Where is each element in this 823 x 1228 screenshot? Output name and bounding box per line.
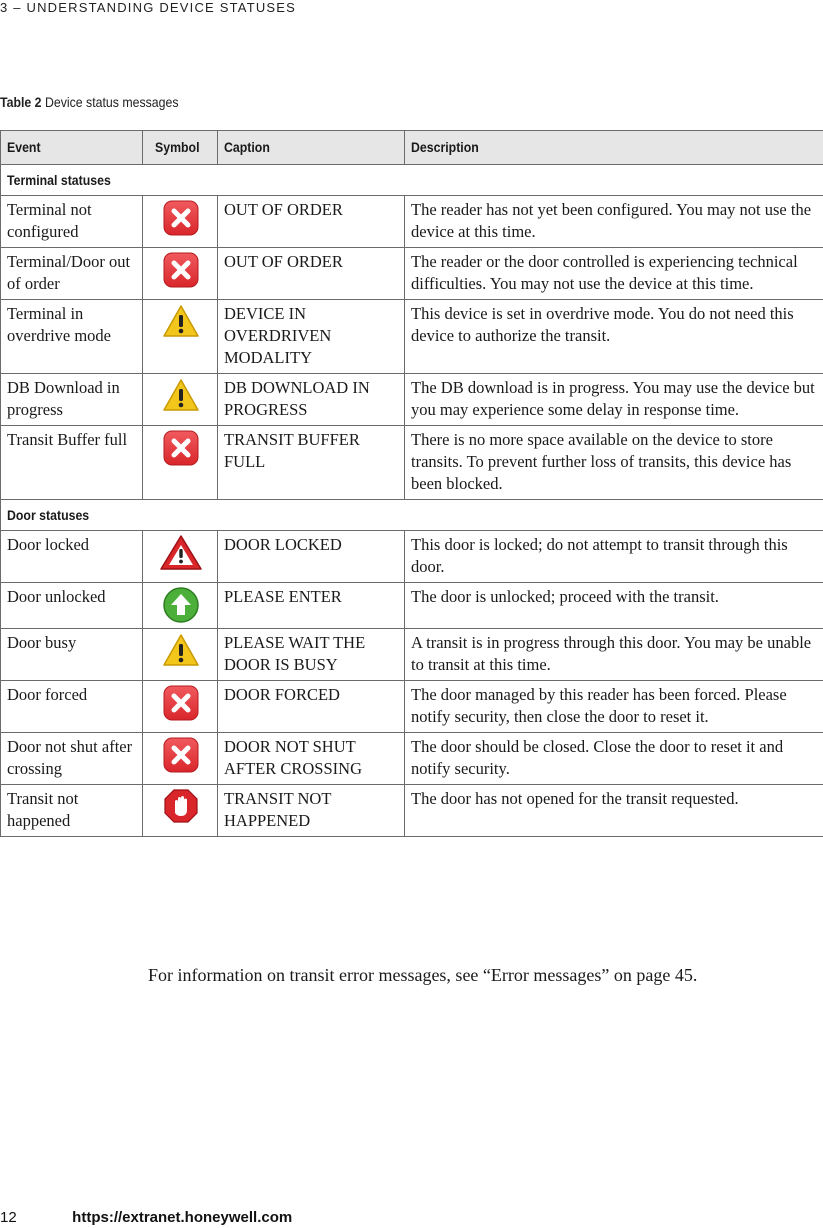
error-x-icon [149,684,212,722]
table-caption-label: Table 2 [0,94,42,110]
table-caption [0,94,178,110]
caption-cell: DOOR FORCED [218,681,405,733]
symbol-cell [143,629,218,681]
table-row [1,583,823,629]
stop-hand-icon [149,788,212,824]
symbol-cell [143,426,218,500]
warning-icon [149,377,212,413]
symbol-cell [143,300,218,374]
description-cell: This device is set in overdrive mode. You do not need this device to authorize the transit. [405,300,823,374]
caption-cell: PLEASE WAIT THE DOOR IS BUSY [218,629,405,681]
table-body [1,165,823,837]
description-cell: The door managed by this reader has been forced. Please notify security, then close the door to reset it. [405,681,823,733]
error-x-icon [149,251,212,289]
event-cell: Door unlocked [1,583,143,629]
caption-cell: DEVICE IN OVERDRIVEN MODALITY [218,300,405,374]
table-row [1,196,823,248]
table-row [1,785,823,837]
caption-cell: TRANSIT BUFFER FULL [218,426,405,500]
event-cell: Door not shut after crossing [1,733,143,785]
section-row [1,500,823,531]
symbol-cell [143,733,218,785]
event-cell: Terminal not configured [1,196,143,248]
table-row [1,531,823,583]
symbol-cell [143,583,218,629]
col-header-caption: Caption [218,131,405,165]
table-row [1,248,823,300]
description-cell: The reader has not yet been configured. You may not use the device at this time. [405,196,823,248]
table-row [1,426,823,500]
green-arrow-up-icon [149,586,212,624]
description-cell: This door is locked; do not attempt to transit through this door. [405,531,823,583]
error-x-icon [149,429,212,467]
caption-cell: DOOR NOT SHUT AFTER CROSSING [218,733,405,785]
table-caption-text: Device status messages [44,94,179,110]
table-row [1,681,823,733]
symbol-cell [143,374,218,426]
section-row [1,165,823,196]
red-alert-icon [149,534,212,572]
page-footer [0,1209,292,1226]
event-cell: Door busy [1,629,143,681]
error-x-icon [149,199,212,237]
caption-cell: OUT OF ORDER [218,196,405,248]
event-cell: Door locked [1,531,143,583]
description-cell: The reader or the door controlled is experiencing technical difficulties. You may not use the device at this time. [405,248,823,300]
table-row [1,300,823,374]
footer-url: https://extranet.honeywell.com [72,1209,293,1226]
table-header-row [1,131,823,165]
caption-cell: DOOR LOCKED [218,531,405,583]
symbol-cell [143,248,218,300]
event-cell: Terminal/Door out of order [1,248,143,300]
table-row [1,629,823,681]
error-messages-note: For information on transit error messages, see “Error messages” on page 45. [148,965,698,985]
description-cell: The door should be closed. Close the door to reset it and notify security. [405,733,823,785]
warning-icon [149,303,212,339]
description-cell: There is no more space available on the device to store transits. To prevent further loss of transits, this device has been blocked. [405,426,823,500]
event-cell: Transit Buffer full [1,426,143,500]
section-title: Terminal statuses [1,165,823,196]
description-cell: The door is unlocked; proceed with the transit. [405,583,823,629]
description-cell: The DB download is in progress. You may use the device but you may experience some delay in response time. [405,374,823,426]
symbol-cell [143,681,218,733]
page-number: 12 [0,1209,17,1226]
symbol-cell [143,785,218,837]
description-cell: A transit is in progress through this door. You may be unable to transit at this time. [405,629,823,681]
description-cell: The door has not opened for the transit requested. [405,785,823,837]
table-row [1,374,823,426]
event-cell: Transit not happened [1,785,143,837]
symbol-cell [143,196,218,248]
event-cell: Door forced [1,681,143,733]
col-header-description: Description [405,131,823,165]
event-cell: DB Download in progress [1,374,143,426]
col-header-symbol: Symbol [143,131,218,165]
caption-cell: OUT OF ORDER [218,248,405,300]
caption-cell: TRANSIT NOT HAPPENED [218,785,405,837]
table-row [1,733,823,785]
event-cell: Terminal in overdrive mode [1,300,143,374]
error-x-icon [149,736,212,774]
symbol-cell [143,531,218,583]
running-header: 3 – UNDERSTANDING DEVICE STATUSES [0,0,297,15]
device-status-table [0,130,823,837]
section-title: Door statuses [1,500,823,531]
caption-cell: DB DOWNLOAD IN PROGRESS [218,374,405,426]
warning-icon [149,632,212,668]
caption-cell: PLEASE ENTER [218,583,405,629]
col-header-event: Event [1,131,143,165]
